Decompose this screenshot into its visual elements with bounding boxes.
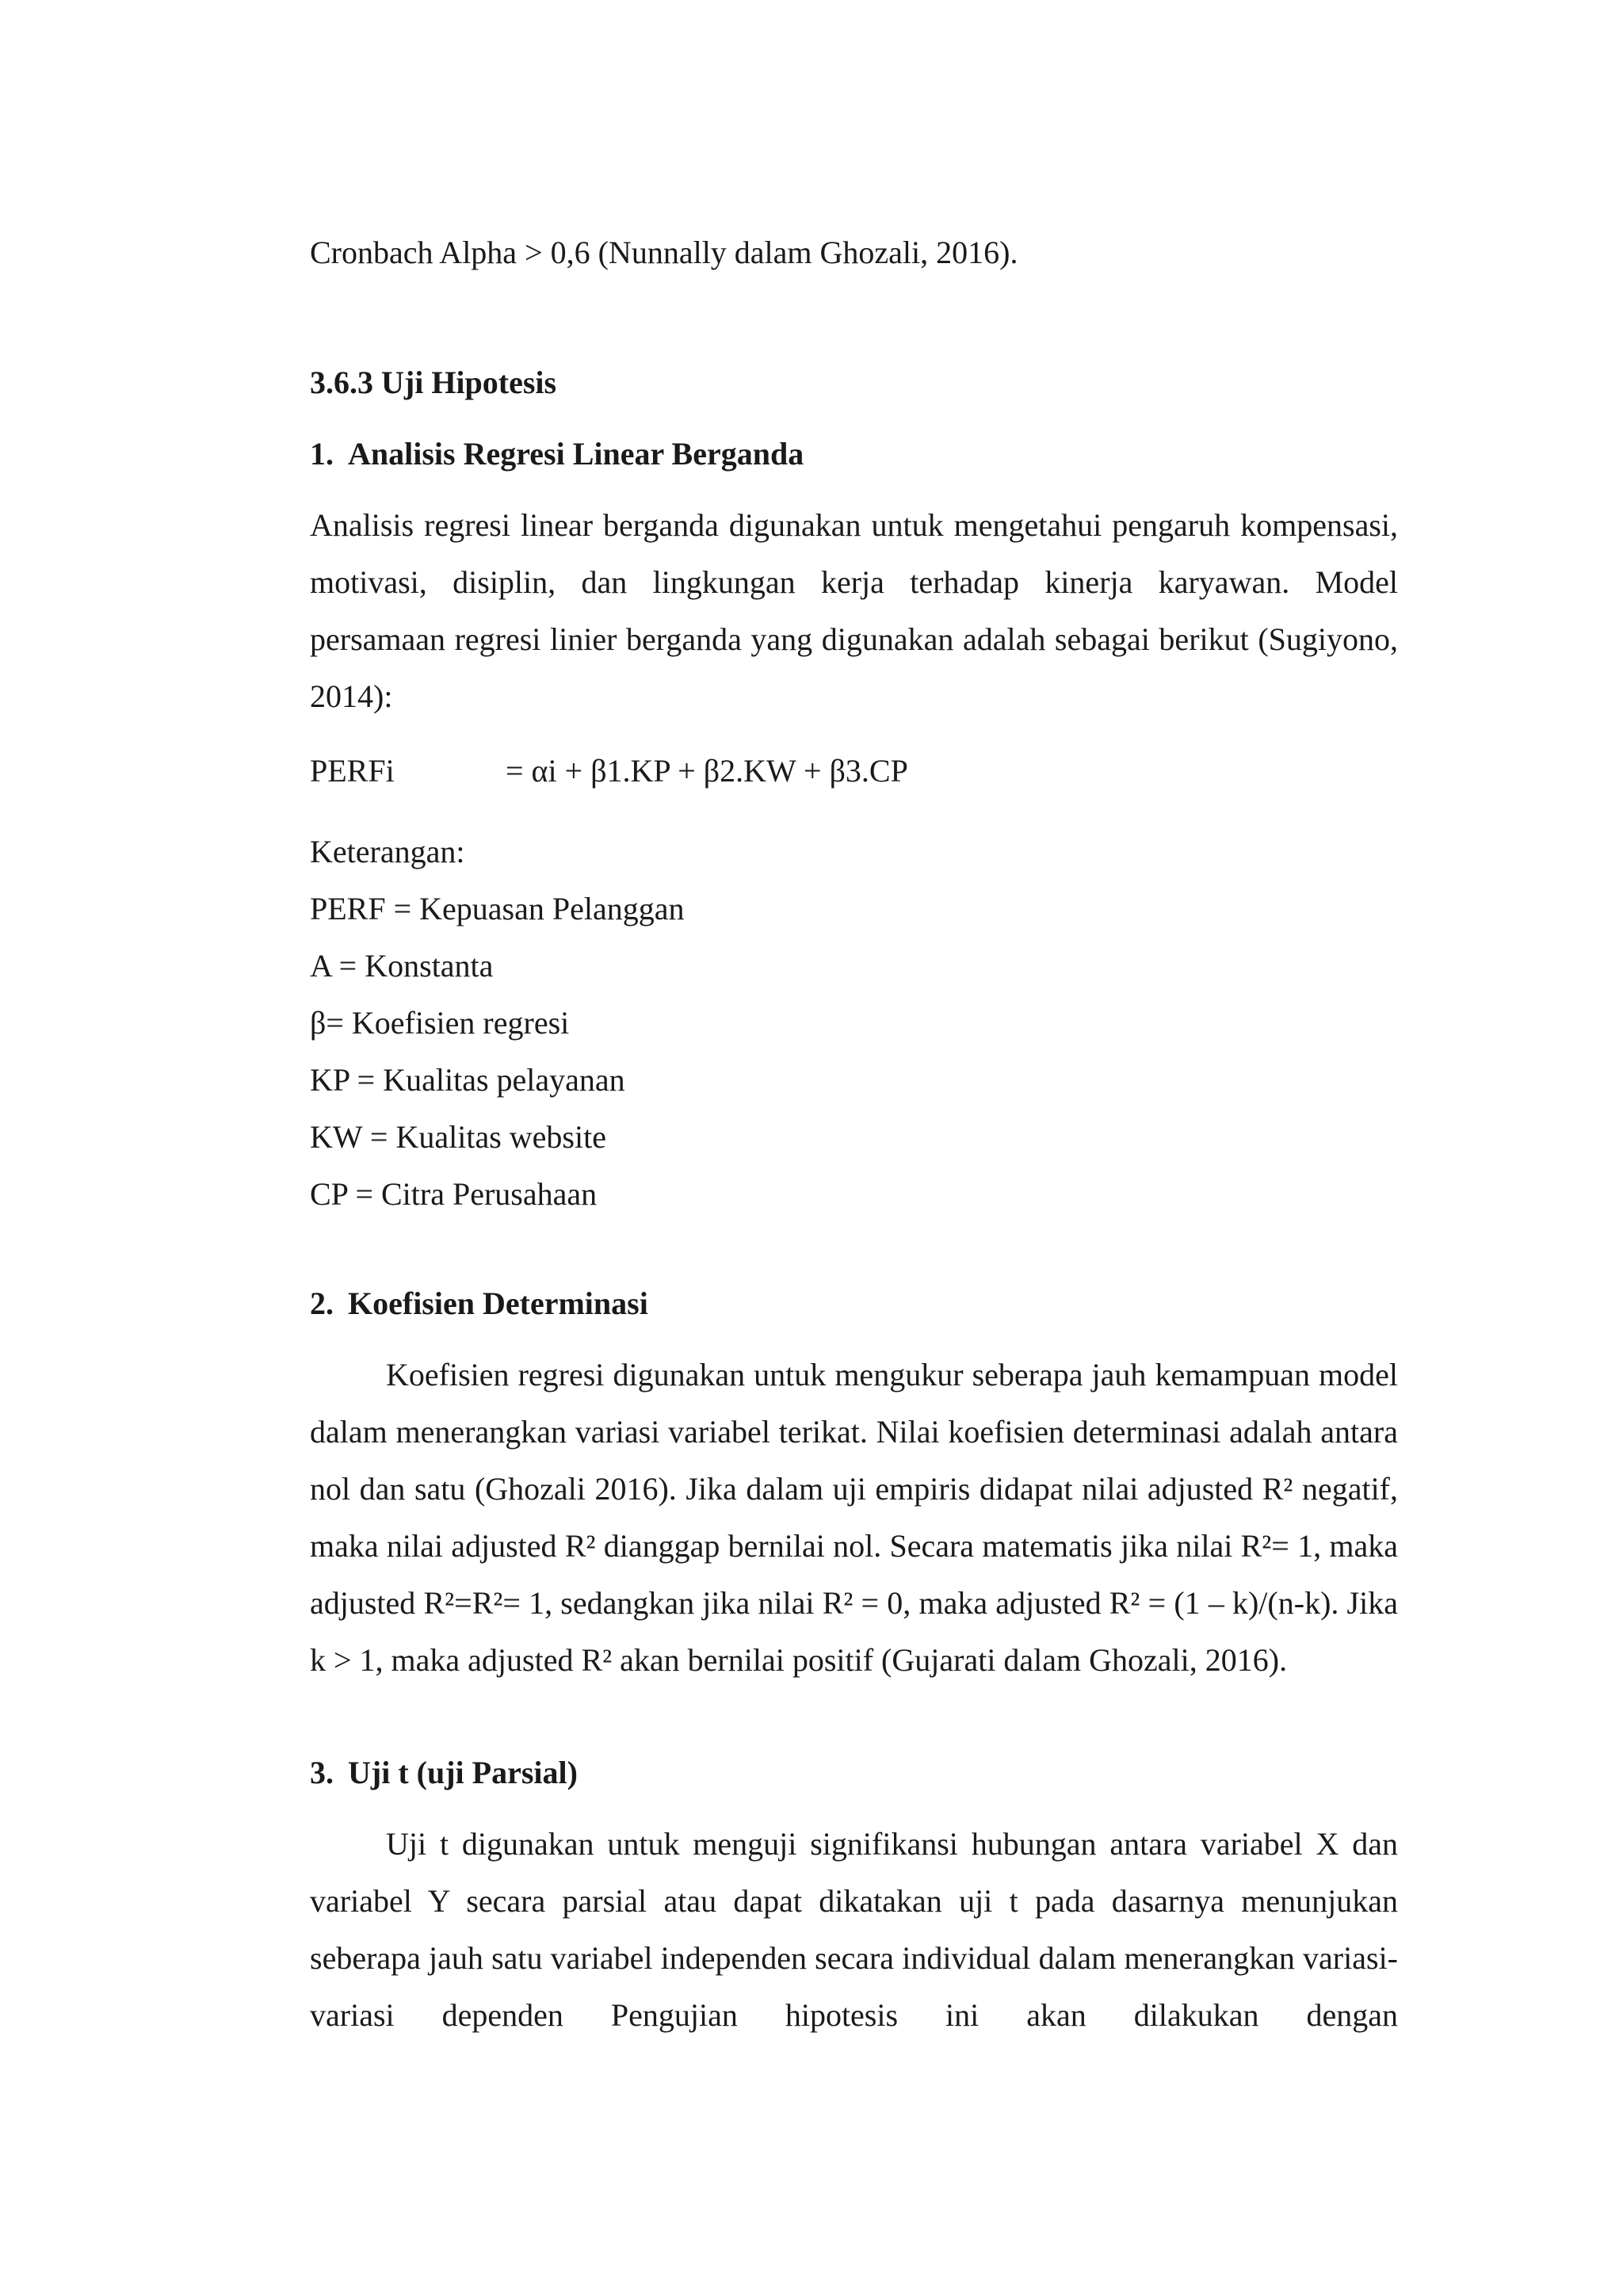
- section-title: 3.6.3 Uji Hipotesis: [310, 365, 557, 400]
- keterangan-item: KW = Kualitas website: [310, 1119, 606, 1155]
- heading-uji-t: [310, 1744, 1398, 1801]
- heading-regresi: [310, 426, 1398, 483]
- keterangan-item: A = Konstanta: [310, 948, 494, 984]
- keterangan-list: [310, 823, 1398, 1223]
- heading-uji-t-number: 3.: [310, 1755, 334, 1790]
- cronbach-line: Cronbach Alpha > 0,6 (Nunnally dalam Ghozali, 2016).: [310, 235, 1018, 270]
- heading-regresi-number: 1.: [310, 436, 334, 472]
- equation-lhs: PERFi: [310, 753, 395, 789]
- equation: [310, 743, 1398, 800]
- equation-rhs: = αi + β1.KP + β2.KW + β3.CP: [506, 753, 908, 789]
- keterangan-item: KP = Kualitas pelayanan: [310, 1062, 625, 1098]
- heading-regresi-title: Analisis Regresi Linear Berganda: [348, 436, 804, 472]
- keterangan-item: CP = Citra Perusahaan: [310, 1176, 598, 1212]
- keterangan-title: Keterangan:: [310, 834, 465, 869]
- heading-determinasi: [310, 1275, 1398, 1332]
- paragraph-determinasi: Koefisien regresi digunakan untuk mengukur seberapa jauh kemampuan model dalam menerangkan variasi variabel terikat. Nilai koefisien determinasi adalah antara nol dan satu (Ghozali 2016). Jika dalam uji empiris didapat nilai adjusted R² negatif, maka nilai adjusted R² dianggap bernilai nol. Secara matematis jika nilai R²= 1, maka adjusted R²=R²= 1, sedangkan jika nilai R² = 0, maka adjusted R² = (1 – k)/(n-k). Jika k > 1, maka adjusted R² akan bernilai positif (Gujarati dalam Ghozali, 2016).: [310, 1357, 1398, 1678]
- keterangan-item: β= Koefisien regresi: [310, 1005, 570, 1041]
- heading-determinasi-number: 2.: [310, 1286, 334, 1321]
- heading-uji-t-title: Uji t (uji Parsial): [348, 1755, 578, 1790]
- paragraph-uji-t: Uji t digunakan untuk menguji signifikansi hubungan antara variabel X dan variabel Y secara parsial atau dapat dikatakan uji t pada dasarnya menunjukan seberapa jauh satu variabel independen secara individual dalam menerangkan variasi-variasi dependen Pengujian hipotesis ini akan dilakukan dengan: [310, 1826, 1398, 2033]
- heading-determinasi-title: Koefisien Determinasi: [348, 1286, 648, 1321]
- paragraph-regresi: Analisis regresi linear berganda digunakan untuk mengetahui pengaruh kompensasi, motivasi, disiplin, dan lingkungan kerja terhadap kinerja karyawan. Model persamaan regresi linier berganda yang digunakan adalah sebagai berikut (Sugiyono, 2014):: [310, 507, 1398, 714]
- keterangan-item: PERF = Kepuasan Pelanggan: [310, 891, 685, 926]
